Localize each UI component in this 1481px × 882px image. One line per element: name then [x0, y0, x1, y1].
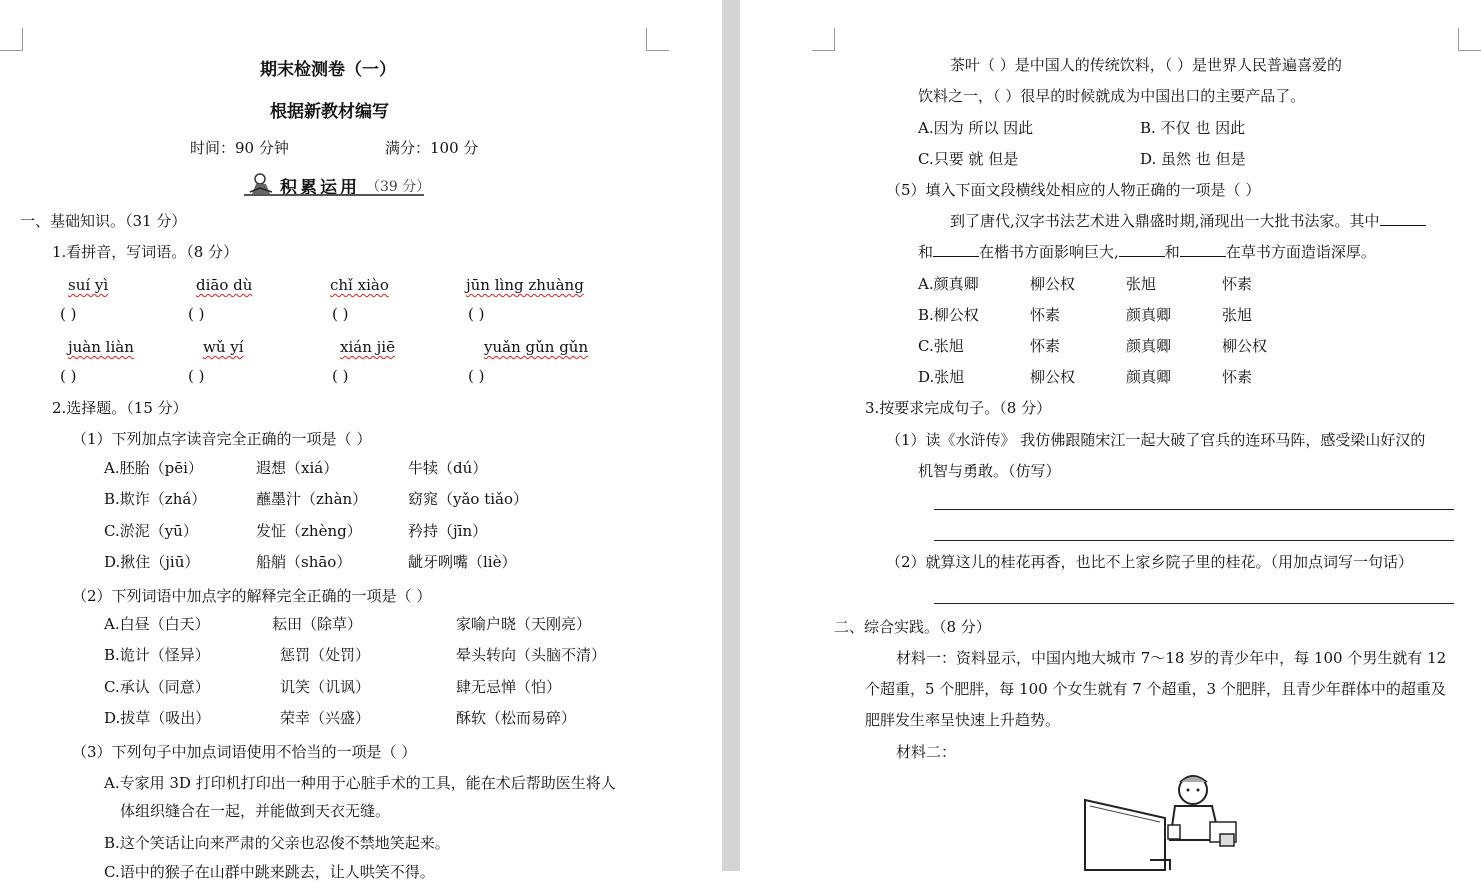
option-B[interactable]: B.欺诈（zhá） — [104, 490, 207, 508]
banner-score: （39 分） — [366, 179, 431, 195]
option-D[interactable]: D.拔草（吸出） — [104, 709, 211, 727]
fill-blank[interactable] — [1180, 242, 1226, 257]
answer-blank[interactable]: ( ) — [60, 367, 77, 385]
option-D-item: 酥软（松而易碎） — [456, 709, 577, 727]
option-A[interactable]: A.白昼（白天） — [104, 615, 210, 633]
sub-question: （3）下列句子中加点词语使用不恰当的一项是（ ） — [72, 743, 417, 761]
pinyin-item: diāo dù — [196, 276, 253, 294]
answer-blank[interactable]: ( ) — [468, 305, 485, 323]
option-D-item: 船艄（shāo） — [256, 553, 352, 571]
crop-mark — [1458, 28, 1481, 51]
option-B[interactable]: B.诡计（怪异） — [104, 646, 210, 664]
paragraph-line: 茶叶（ ）是中国人的传统饮料，（ ）是世界人民普遍喜爱的 — [950, 56, 1343, 74]
paragraph-text: 和 — [918, 243, 934, 261]
option-B[interactable]: B. 不仅 也 因此 — [1140, 119, 1246, 137]
question-heading: 3.按要求完成句子。（8 分） — [865, 399, 1052, 417]
option-B-item: 晕头转向（头脑不清） — [456, 646, 607, 664]
answer-blank[interactable]: ( ) — [188, 367, 205, 385]
question-heading: 2.选择题。（15 分） — [52, 399, 188, 417]
sub-question: （5）填入下面文段横线处相应的人物正确的一项是（ ） — [886, 181, 1261, 199]
exam-time: 时间：90 分钟 — [190, 139, 289, 157]
question-heading: 1.看拼音，写词语。（8 分） — [52, 243, 239, 261]
option-A-item: 耘田（除草） — [272, 615, 363, 633]
option-A-item: 牛犊（dú） — [408, 459, 488, 477]
option-B-item: 怀素 — [1030, 306, 1061, 324]
paragraph-line — [918, 242, 1376, 262]
section-banner — [244, 172, 431, 198]
paragraph-line: 饮料之一，（ ）很早的时候就成为中国出口的主要产品了。 — [918, 87, 1306, 105]
option-C-item: 柳公权 — [1222, 337, 1268, 355]
sub-question-cont: 机智与勇敢。（仿写） — [918, 462, 1061, 480]
option-C-item: 矜持（jīn） — [408, 522, 488, 540]
pinyin-item: jūn lìng zhuàng — [466, 276, 584, 294]
option-B-item: 张旭 — [1222, 306, 1253, 324]
option-C-item: 发怔（zhèng） — [256, 522, 362, 540]
pinyin-item: wǔ yí — [203, 338, 244, 356]
fill-blank[interactable] — [1380, 211, 1426, 226]
exam-subtitle: 根据新教材编写 — [270, 102, 389, 122]
crop-mark — [0, 28, 23, 51]
answer-blank[interactable]: ( ) — [60, 305, 77, 323]
option-B-item: 蘸墨汁（zhàn） — [256, 490, 368, 508]
section-heading: 一、基础知识。（31 分） — [20, 212, 187, 230]
option-A-item: 张旭 — [1126, 275, 1157, 293]
option-D-item: 颜真卿 — [1126, 368, 1172, 386]
option-D[interactable]: D.揪住（jiū） — [104, 553, 200, 571]
paragraph-text: 到了唐代,汉字书法艺术进入鼎盛时期,涌现出一大批书法家。其中 — [950, 212, 1380, 230]
boy-watching-tv-illustration — [1080, 770, 1260, 870]
option-A-item: 家喻户晓（天刚亮） — [456, 615, 592, 633]
fill-blank[interactable] — [933, 242, 979, 257]
option-C-item: 肆无忌惮（怕） — [456, 678, 562, 696]
material-line: 肥胖发生率呈快速上升趋势。 — [865, 711, 1061, 729]
answer-line[interactable] — [934, 603, 1454, 604]
option-C-item: 颜真卿 — [1126, 337, 1172, 355]
exam-title: 期末检测卷（一） — [260, 60, 396, 80]
option-C[interactable]: C.语中的猴子在山群中跳来跳去，让人哄笑不得。 — [104, 863, 435, 881]
option-D[interactable]: D.张旭 — [918, 368, 965, 386]
material-label: 材料二： — [896, 743, 957, 761]
option-A-cont: 体组织缝合在一起，并能做到天衣无缝。 — [120, 802, 391, 820]
document-page-right — [740, 0, 1472, 871]
pinyin-item: suí yì — [68, 276, 109, 294]
sub-question: （2）下列词语中加点字的解释完全正确的一项是（ ） — [72, 587, 432, 605]
material-line: 材料一：资料显示，中国内地大城市 7～18 岁的青少年中，每 100 个男生就有 12 — [896, 649, 1447, 667]
page-gutter — [722, 0, 740, 871]
option-B[interactable]: B.柳公权 — [918, 306, 979, 324]
pinyin-item: juàn liàn — [68, 338, 134, 356]
banner-title: 积累运用 — [280, 178, 360, 198]
material-line: 个超重，5 个肥胖，每 100 个女生就有 7 个超重，3 个肥胖，且青少年群体中的超重及 — [865, 680, 1446, 698]
answer-blank[interactable]: ( ) — [332, 305, 349, 323]
option-A[interactable]: A.胚胎（pēi） — [104, 459, 203, 477]
paragraph-line — [950, 211, 1426, 231]
option-A-item: 柳公权 — [1030, 275, 1076, 293]
option-B-item: 惩罚（处罚） — [280, 646, 371, 664]
answer-blank[interactable]: ( ) — [468, 367, 485, 385]
answer-line[interactable] — [934, 540, 1454, 541]
answer-line[interactable] — [934, 509, 1454, 510]
option-A-item: 遐想（xiá） — [256, 459, 339, 477]
crop-mark — [646, 28, 669, 51]
banner-underline — [244, 194, 424, 196]
option-D-item: 荣幸（兴盛） — [280, 709, 371, 727]
pinyin-item: chǐ xiào — [330, 276, 389, 294]
option-D-item: 龇牙咧嘴（liè） — [408, 553, 517, 571]
sub-question: （1）下列加点字读音完全正确的一项是（ ） — [72, 430, 372, 448]
paragraph-text: 和 — [1164, 243, 1180, 261]
option-A[interactable]: A.因为 所以 因此 — [918, 119, 1034, 137]
option-D-item: 柳公权 — [1030, 368, 1076, 386]
option-A-item: 怀素 — [1222, 275, 1253, 293]
exam-full-score: 满分：100 分 — [385, 139, 479, 157]
option-D-item: 怀素 — [1222, 368, 1253, 386]
paragraph-text: 在草书方面造诣深厚。 — [1225, 243, 1376, 261]
pinyin-item: xián jiē — [340, 338, 395, 356]
section-heading: 二、综合实践。（8 分） — [834, 618, 991, 636]
option-C[interactable]: C.张旭 — [918, 337, 964, 355]
student-reading-icon — [246, 172, 276, 196]
option-B-item: 窈窕（yǎo tiǎo） — [408, 490, 529, 508]
option-C[interactable]: C.只要 就 但是 — [918, 150, 1019, 168]
option-D[interactable]: D. 虽然 也 但是 — [1140, 150, 1246, 168]
option-C[interactable]: C.淤泥（yū） — [104, 522, 198, 540]
document-page-left — [0, 0, 722, 881]
crop-mark — [812, 28, 835, 51]
fill-blank[interactable] — [1119, 242, 1165, 257]
option-B-item: 颜真卿 — [1126, 306, 1172, 324]
option-B[interactable]: B.这个笑话让向来严肃的父亲也忍俊不禁地笑起来。 — [104, 834, 450, 852]
option-C[interactable]: C.承认（同意） — [104, 678, 210, 696]
option-A[interactable]: A.颜真卿 — [918, 275, 979, 293]
paragraph-text: 在楷书方面影响巨大, — [979, 243, 1119, 261]
answer-blank[interactable]: ( ) — [332, 367, 349, 385]
option-C-item: 讥笑（讥讽） — [280, 678, 371, 696]
option-A[interactable]: A.专家用 3D 打印机打印出一种用于心脏手术的工具，能在术后帮助医生将人 — [104, 774, 616, 792]
pinyin-item: yuǎn gǔn gǔn — [484, 338, 589, 356]
sub-question: （1）读《水浒传》 我仿佛跟随宋江一起大破了官兵的连环马阵，感受梁山好汉的 — [886, 431, 1426, 449]
answer-blank[interactable]: ( ) — [188, 305, 205, 323]
sub-question: （2）就算这儿的桂花再香，也比不上家乡院子里的桂花。（用加点词写一句话） — [886, 553, 1414, 571]
option-C-item: 怀素 — [1030, 337, 1061, 355]
